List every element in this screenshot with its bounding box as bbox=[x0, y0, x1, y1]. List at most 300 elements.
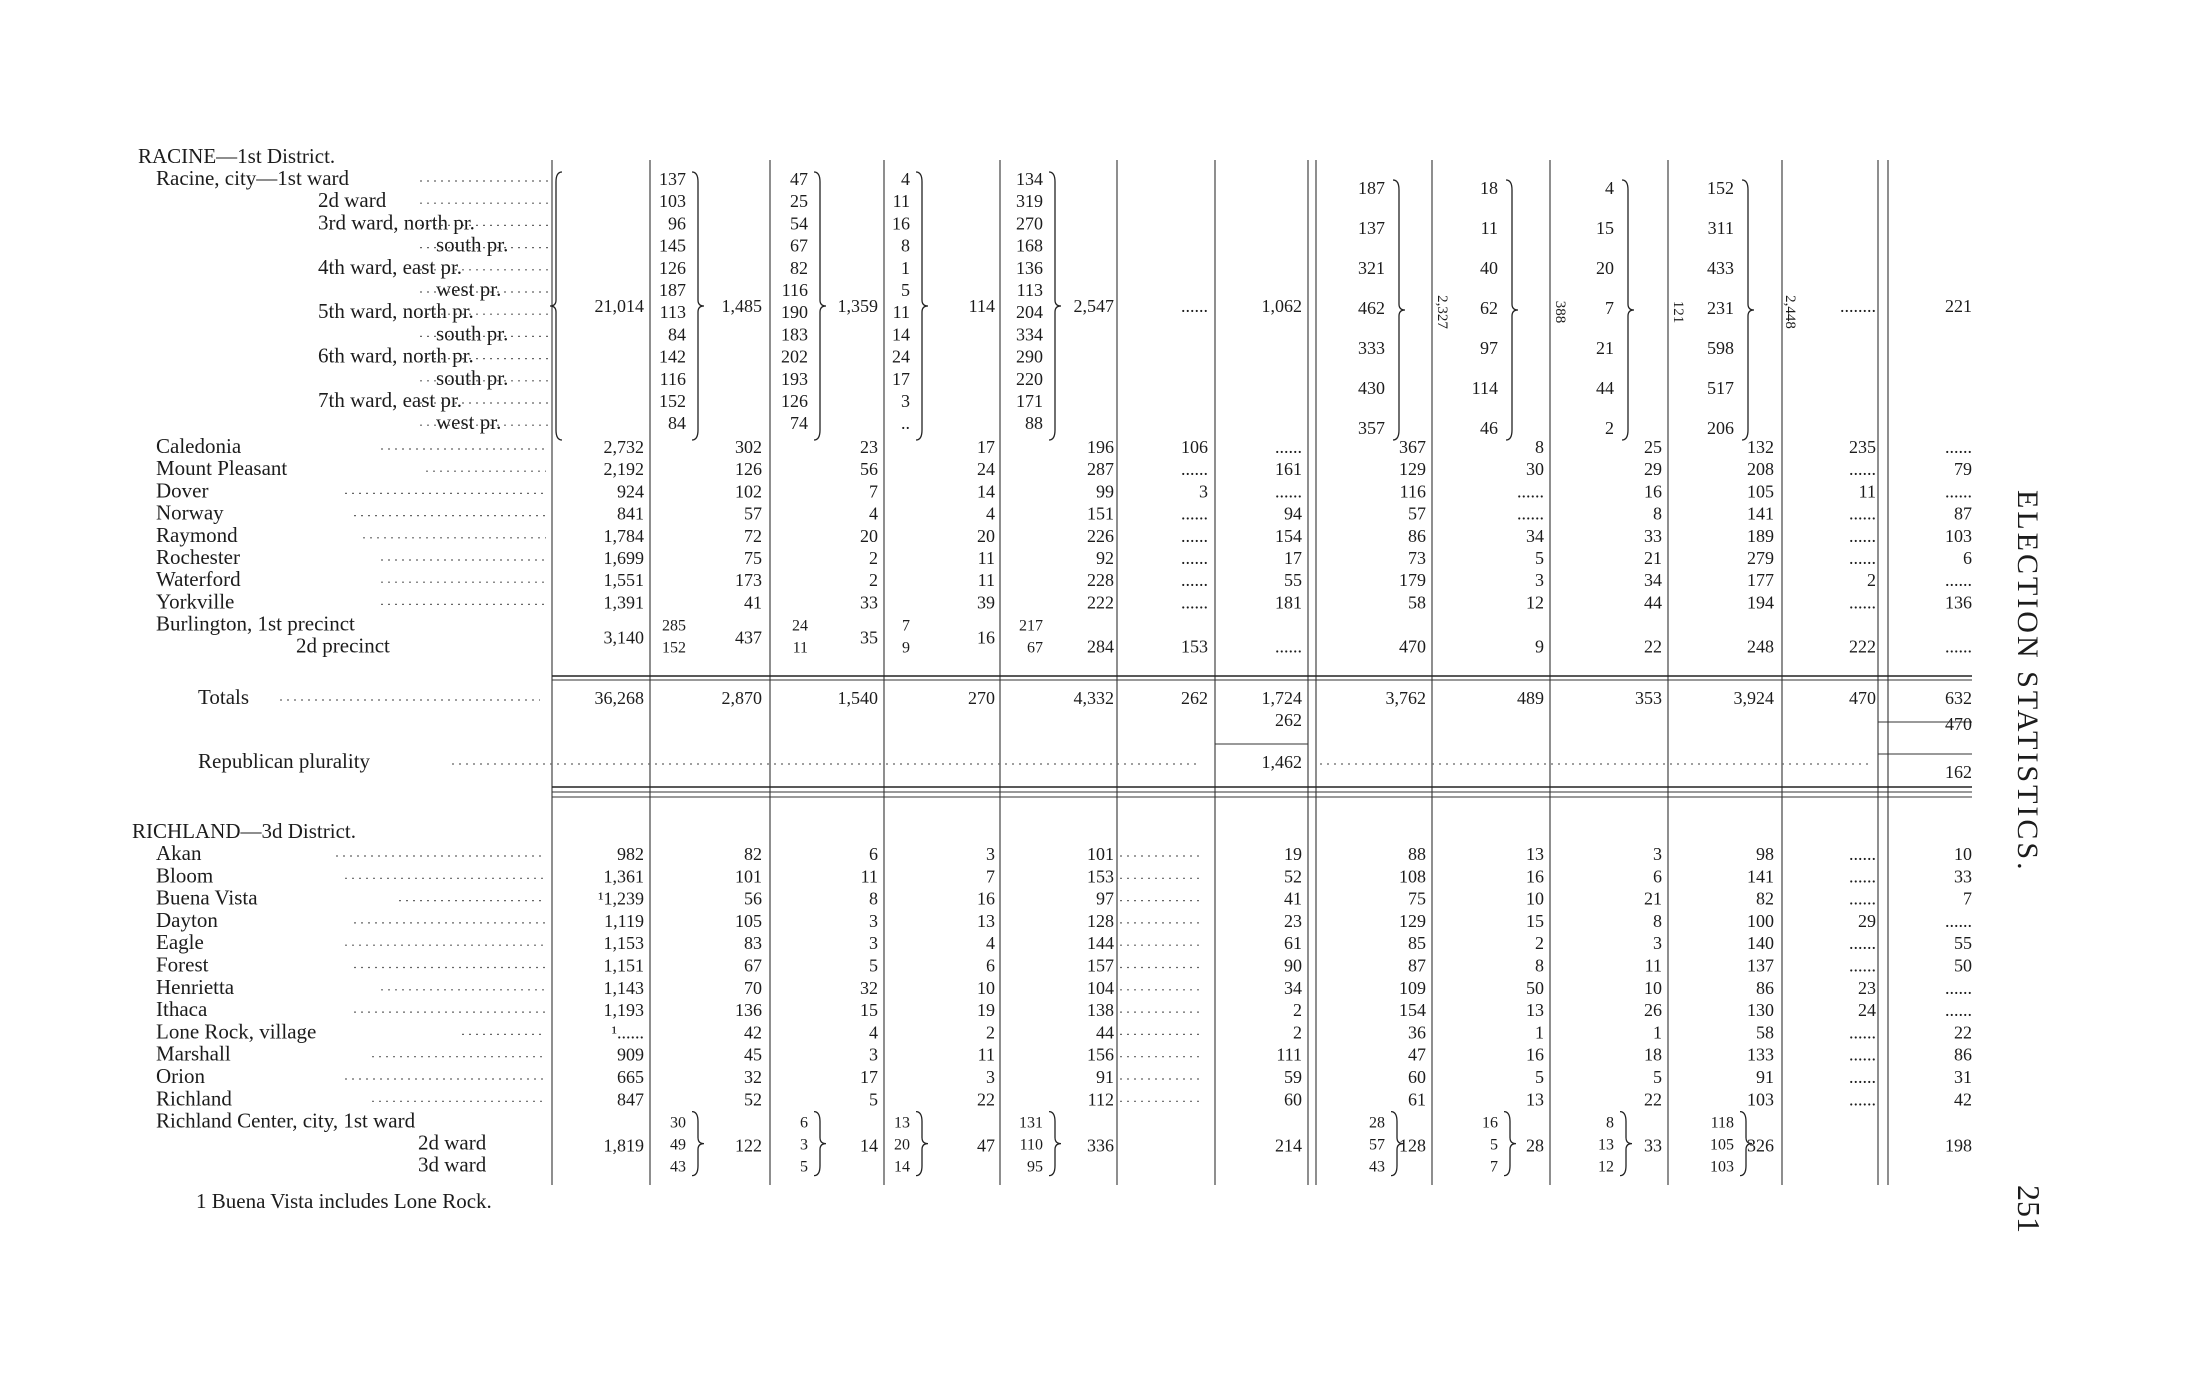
town-value: 11 bbox=[977, 548, 995, 568]
ward-value: 204 bbox=[1016, 302, 1043, 323]
town-value: 15 bbox=[860, 1000, 878, 1021]
town-value: 88 bbox=[1408, 844, 1426, 864]
ward-label: Racine, city—1st ward bbox=[156, 166, 350, 190]
ward-label: 3rd ward, north pr. bbox=[318, 210, 475, 235]
town-value: 1,119 bbox=[604, 910, 644, 931]
town-value: 61 bbox=[1408, 1089, 1426, 1110]
town-value: 52 bbox=[1284, 866, 1302, 887]
city-total: ........ bbox=[1840, 296, 1876, 316]
district-heading: RACINE—1st District. bbox=[138, 144, 336, 168]
ward-label: 5th ward, north pr. bbox=[318, 299, 474, 324]
ward-value: 84 bbox=[668, 324, 686, 345]
town-value: 101 bbox=[735, 866, 762, 887]
ward-label: west pr. bbox=[436, 277, 502, 301]
town-label: Forest bbox=[156, 952, 209, 977]
town-value: 7 bbox=[869, 481, 878, 502]
town-value: 3 bbox=[869, 1044, 878, 1065]
ward-value: 270 bbox=[1016, 213, 1043, 234]
ward-value: 113 bbox=[1016, 280, 1043, 300]
town-value: 5 bbox=[869, 1089, 878, 1110]
town-value: 105 bbox=[1747, 481, 1774, 502]
ward-value: 5 bbox=[901, 280, 910, 300]
total-value: 2,870 bbox=[721, 688, 762, 708]
town-value: 86 bbox=[1954, 1044, 1972, 1065]
ward-value: 62 bbox=[1480, 298, 1498, 318]
ward-total: 336 bbox=[1087, 1135, 1114, 1156]
ward-value: 54 bbox=[790, 213, 808, 234]
ward-brace bbox=[916, 172, 928, 440]
town-value: 1,784 bbox=[603, 525, 644, 546]
town-value: 99 bbox=[1096, 481, 1114, 502]
town-value: 8 bbox=[1535, 437, 1544, 457]
ward-brace bbox=[1506, 180, 1518, 440]
town-value: 1,391 bbox=[603, 592, 644, 613]
town-value: 22 bbox=[977, 1089, 995, 1110]
town-value: 19 bbox=[977, 1000, 995, 1021]
town-value: 6 bbox=[1963, 548, 1972, 568]
town-value: 3 bbox=[1653, 933, 1662, 954]
town-value: 1,699 bbox=[603, 548, 644, 568]
ward-value: 3 bbox=[901, 391, 910, 411]
town-value: 5 bbox=[1535, 548, 1544, 568]
plurality-value: 1,462 bbox=[1261, 752, 1302, 772]
town-value: 151 bbox=[1087, 503, 1114, 524]
town-value: 36 bbox=[1408, 1022, 1426, 1043]
town-value: 367 bbox=[1399, 437, 1426, 457]
town-value: 23 bbox=[1858, 977, 1876, 998]
ward-value: 311 bbox=[1707, 218, 1734, 238]
town-value: ...... bbox=[1849, 503, 1876, 524]
town-label: Richland bbox=[156, 1086, 232, 1111]
town-value: ...... bbox=[1849, 888, 1876, 909]
ward-brace bbox=[692, 172, 704, 440]
town-value: ...... bbox=[1945, 437, 1972, 457]
ward-value: 88 bbox=[1025, 413, 1043, 434]
town-value: 129 bbox=[1399, 910, 1426, 931]
town-value: 34 bbox=[1526, 525, 1544, 546]
town-value: 128 bbox=[1087, 910, 1114, 931]
town-value: 138 bbox=[1087, 1000, 1114, 1021]
ward-value: 43 bbox=[1369, 1158, 1385, 1176]
ward-value: 319 bbox=[1016, 191, 1043, 212]
town-value: 302 bbox=[735, 437, 762, 457]
town-value: 177 bbox=[1747, 570, 1774, 591]
town-value: 57 bbox=[744, 503, 762, 524]
ward-value: 11 bbox=[1480, 218, 1498, 238]
page-number: 251 bbox=[2011, 1185, 2047, 1233]
town-value: ...... bbox=[1849, 1022, 1876, 1043]
city-total: 221 bbox=[1945, 296, 1972, 316]
precinct-value: 217 bbox=[1019, 617, 1043, 635]
town-value: ...... bbox=[1517, 481, 1544, 502]
ward-total: 326 bbox=[1747, 1135, 1774, 1156]
town-value: 8 bbox=[869, 888, 878, 909]
ward-value: 171 bbox=[1016, 391, 1043, 411]
ward-value: 14 bbox=[892, 324, 910, 345]
town-value: 130 bbox=[1747, 1000, 1774, 1021]
ward-value: 220 bbox=[1016, 368, 1043, 389]
ward-value: 116 bbox=[659, 368, 686, 389]
ward-value: 433 bbox=[1707, 258, 1734, 278]
ward-value: 4 bbox=[1605, 178, 1614, 198]
city-total: 2,448 bbox=[1782, 295, 1798, 329]
town-value: 1,153 bbox=[603, 933, 644, 954]
ward-value: 357 bbox=[1358, 418, 1385, 438]
ward-brace bbox=[1049, 1112, 1061, 1176]
town-value: ...... bbox=[1945, 481, 1972, 502]
town-value: 10 bbox=[1644, 977, 1662, 998]
town-value: 2 bbox=[1867, 570, 1876, 591]
ward-total: 214 bbox=[1275, 1135, 1302, 1156]
town-value: 19 bbox=[1284, 844, 1302, 864]
town-value: 5 bbox=[869, 955, 878, 976]
ward-value: 44 bbox=[1596, 378, 1614, 398]
town-value: 287 bbox=[1087, 459, 1114, 480]
town-value: 2 bbox=[869, 548, 878, 568]
town-value: 108 bbox=[1399, 866, 1426, 887]
city-total: 1,485 bbox=[721, 296, 762, 316]
ward-value: 13 bbox=[1598, 1136, 1614, 1154]
total-value: 3,762 bbox=[1385, 688, 1426, 708]
town-value: 39 bbox=[977, 592, 995, 613]
town-value: 26 bbox=[1644, 1000, 1662, 1021]
precinct-value: 9 bbox=[1535, 636, 1544, 657]
town-value: 3 bbox=[986, 1067, 995, 1087]
ward-total: 47 bbox=[977, 1135, 995, 1156]
town-value: ...... bbox=[1945, 570, 1972, 591]
ward-value: 11 bbox=[892, 302, 910, 323]
ward-label: west pr. bbox=[436, 410, 502, 435]
town-value: 194 bbox=[1747, 592, 1774, 613]
town-value: 55 bbox=[1284, 570, 1302, 591]
town-label: Henrietta bbox=[156, 974, 235, 999]
ward-value: 97 bbox=[1480, 338, 1498, 358]
town-value: 1 bbox=[1535, 1022, 1544, 1043]
town-value: 17 bbox=[1284, 548, 1302, 568]
ward-brace bbox=[1049, 172, 1061, 440]
ward-label: 3d ward bbox=[418, 1152, 487, 1177]
ward-value: 462 bbox=[1358, 298, 1385, 318]
town-label: Caledonia bbox=[156, 434, 242, 458]
town-value: 87 bbox=[1954, 503, 1972, 524]
town-value: 23 bbox=[1284, 910, 1302, 931]
ward-value: 67 bbox=[790, 235, 808, 256]
town-value: 279 bbox=[1747, 548, 1774, 568]
ward-value: 13 bbox=[894, 1114, 910, 1132]
town-value: 60 bbox=[1284, 1089, 1302, 1110]
town-value: 181 bbox=[1275, 592, 1302, 613]
precinct-value: 470 bbox=[1399, 636, 1426, 657]
ward-value: 96 bbox=[668, 213, 686, 234]
town-value: 116 bbox=[1399, 481, 1426, 502]
town-value: 50 bbox=[1954, 955, 1972, 976]
precinct-value: 9 bbox=[902, 639, 910, 657]
town-value: 47 bbox=[1408, 1044, 1426, 1065]
total-value: 262 bbox=[1181, 688, 1208, 708]
town-value: 11 bbox=[977, 1044, 995, 1065]
town-value: 1,143 bbox=[603, 977, 644, 998]
ward-brace bbox=[1393, 180, 1405, 440]
town-value: 72 bbox=[744, 525, 762, 546]
ward-label: Richland Center, city, 1st ward bbox=[156, 1108, 416, 1133]
town-value: 57 bbox=[1408, 503, 1426, 524]
ward-value: 105 bbox=[1710, 1136, 1734, 1154]
town-value: 189 bbox=[1747, 525, 1774, 546]
ward-value: 4 bbox=[901, 169, 910, 189]
ward-value: 82 bbox=[790, 257, 808, 278]
ward-label: south pr. bbox=[436, 365, 509, 390]
town-value: 42 bbox=[1954, 1089, 1972, 1110]
town-value: 60 bbox=[1408, 1067, 1426, 1087]
town-value: 85 bbox=[1408, 933, 1426, 954]
precinct-value: 153 bbox=[1181, 636, 1208, 657]
town-value: 83 bbox=[744, 933, 762, 954]
ward-value: 202 bbox=[781, 346, 808, 367]
town-value: ...... bbox=[1849, 844, 1876, 864]
town-value: ...... bbox=[1849, 525, 1876, 546]
town-value: ...... bbox=[1849, 1067, 1876, 1087]
town-value: 33 bbox=[1644, 525, 1662, 546]
ward-value: 20 bbox=[894, 1136, 910, 1154]
town-value: 15 bbox=[1526, 910, 1544, 931]
ward-value: 187 bbox=[1358, 178, 1385, 198]
town-value: 132 bbox=[1747, 437, 1774, 457]
town-value: 13 bbox=[1526, 844, 1544, 864]
town-value: 24 bbox=[1858, 1000, 1876, 1021]
precinct-label: Burlington, 1st precinct bbox=[156, 611, 355, 636]
town-value: 11 bbox=[1644, 955, 1662, 976]
ward-value: 16 bbox=[892, 213, 910, 234]
ward-value: 30 bbox=[670, 1114, 686, 1132]
city-total: 2,547 bbox=[1073, 296, 1114, 316]
town-value: 228 bbox=[1087, 570, 1114, 591]
city-total: 1,062 bbox=[1261, 296, 1302, 316]
town-value: 32 bbox=[744, 1067, 762, 1087]
ward-label: 6th ward, north pr. bbox=[318, 343, 474, 368]
town-value: 103 bbox=[1945, 525, 1972, 546]
ward-value: 74 bbox=[790, 413, 808, 434]
ward-value: 152 bbox=[659, 391, 686, 411]
total-value: 470 bbox=[1945, 714, 1972, 734]
precinct-value: 11 bbox=[792, 639, 808, 657]
town-value: ...... bbox=[1945, 910, 1972, 931]
ward-value: 137 bbox=[1358, 218, 1385, 238]
town-value: 982 bbox=[617, 844, 644, 864]
town-value: 32 bbox=[860, 977, 878, 998]
precinct-label: 2d precinct bbox=[296, 633, 390, 658]
ward-value: 43 bbox=[670, 1158, 686, 1176]
total-value: 1,724 bbox=[1261, 688, 1302, 708]
ward-total: 33 bbox=[1644, 1135, 1662, 1156]
town-value: 13 bbox=[977, 910, 995, 931]
ward-value: 57 bbox=[1369, 1136, 1385, 1154]
page-header: ELECTION STATISTICS. bbox=[2011, 490, 2044, 873]
town-label: Yorkville bbox=[156, 589, 235, 614]
ward-value: 5 bbox=[1490, 1136, 1498, 1154]
town-value: 92 bbox=[1096, 548, 1114, 568]
town-value: 8 bbox=[1653, 503, 1662, 524]
ward-value: 321 bbox=[1358, 258, 1385, 278]
town-value: 3 bbox=[869, 933, 878, 954]
town-value: 156 bbox=[1087, 1044, 1114, 1065]
town-value: 2 bbox=[986, 1022, 995, 1043]
ward-value: 15 bbox=[1596, 218, 1614, 238]
town-value: 8 bbox=[1535, 955, 1544, 976]
town-value: 6 bbox=[869, 844, 878, 864]
town-value: 1 bbox=[1653, 1022, 1662, 1043]
town-label: Rochester bbox=[156, 545, 240, 569]
town-value: 90 bbox=[1284, 955, 1302, 976]
precinct-value: 22 bbox=[1644, 636, 1662, 657]
town-value: 42 bbox=[744, 1022, 762, 1043]
town-value: 137 bbox=[1747, 955, 1774, 976]
town-value: 154 bbox=[1399, 1000, 1426, 1021]
precinct-value: 248 bbox=[1747, 636, 1774, 657]
town-value: 161 bbox=[1275, 459, 1302, 480]
ward-value: 14 bbox=[894, 1158, 910, 1176]
ward-value: 40 bbox=[1480, 258, 1498, 278]
ward-value: 187 bbox=[659, 280, 686, 300]
town-value: 841 bbox=[617, 503, 644, 524]
ward-brace bbox=[1622, 180, 1634, 440]
precinct-value: 222 bbox=[1849, 636, 1876, 657]
town-value: 235 bbox=[1849, 437, 1876, 457]
ward-brace bbox=[814, 1112, 826, 1176]
town-value: 91 bbox=[1756, 1067, 1774, 1087]
ward-brace bbox=[692, 1112, 704, 1176]
town-value: 141 bbox=[1747, 503, 1774, 524]
town-label: Bloom bbox=[156, 863, 214, 888]
ward-value: 231 bbox=[1707, 298, 1734, 318]
town-value: 25 bbox=[1644, 437, 1662, 457]
total-value: 632 bbox=[1945, 688, 1972, 708]
ward-value: 16 bbox=[1482, 1114, 1498, 1132]
town-value: ¹1,239 bbox=[598, 888, 644, 909]
town-value: 17 bbox=[977, 437, 995, 457]
ward-value: 183 bbox=[781, 324, 808, 345]
ward-brace bbox=[1742, 180, 1754, 440]
town-value: 109 bbox=[1399, 977, 1426, 998]
town-value: 10 bbox=[977, 977, 995, 998]
ward-total: 128 bbox=[1399, 1135, 1426, 1156]
town-value: 1,551 bbox=[603, 570, 644, 591]
town-value: ...... bbox=[1181, 548, 1208, 568]
town-value: 16 bbox=[977, 888, 995, 909]
town-label: Eagle bbox=[156, 930, 204, 955]
town-label: Norway bbox=[156, 500, 224, 525]
town-value: 105 bbox=[735, 910, 762, 931]
town-value: 67 bbox=[744, 955, 762, 976]
town-label: Ithaca bbox=[156, 997, 208, 1022]
town-value: 56 bbox=[860, 459, 878, 480]
town-value: 196 bbox=[1087, 437, 1114, 457]
town-value: 140 bbox=[1747, 933, 1774, 954]
ward-value: 49 bbox=[670, 1136, 686, 1154]
town-value: 41 bbox=[744, 592, 762, 613]
town-value: 101 bbox=[1087, 844, 1114, 864]
ward-total: 14 bbox=[860, 1135, 878, 1156]
ward-value: 46 bbox=[1480, 418, 1498, 438]
town-value: 94 bbox=[1284, 503, 1302, 524]
town-label: Waterford bbox=[156, 567, 241, 592]
town-value: 2,192 bbox=[603, 459, 644, 480]
ward-value: 131 bbox=[1019, 1114, 1043, 1132]
ward-value: 2 bbox=[1605, 418, 1614, 438]
city-total: ...... bbox=[1181, 296, 1208, 316]
town-value: 924 bbox=[617, 481, 644, 502]
ward-brace bbox=[1504, 1112, 1516, 1176]
town-label: Mount Pleasant bbox=[156, 456, 288, 481]
town-value: 153 bbox=[1087, 866, 1114, 887]
ward-value: 17 bbox=[892, 368, 910, 389]
precinct-value: 437 bbox=[735, 627, 762, 648]
town-value: 8 bbox=[1653, 910, 1662, 931]
ward-value: 8 bbox=[1606, 1114, 1614, 1132]
town-value: 136 bbox=[735, 1000, 762, 1021]
town-value: 70 bbox=[744, 977, 762, 998]
total-value: 36,268 bbox=[594, 688, 644, 708]
town-value: 112 bbox=[1087, 1089, 1114, 1110]
town-value: 4 bbox=[869, 1022, 878, 1043]
town-value: ...... bbox=[1181, 459, 1208, 480]
town-value: 31 bbox=[1954, 1067, 1972, 1087]
town-value: 226 bbox=[1087, 525, 1114, 546]
town-value: 3 bbox=[986, 844, 995, 864]
town-value: 104 bbox=[1087, 977, 1114, 998]
ward-value: 95 bbox=[1027, 1158, 1043, 1176]
town-value: ...... bbox=[1181, 592, 1208, 613]
town-value: 1,193 bbox=[603, 1000, 644, 1021]
plurality-value: 162 bbox=[1945, 762, 1972, 782]
city-total: 388 bbox=[1552, 300, 1568, 324]
ward-value: 333 bbox=[1358, 338, 1385, 358]
precinct-value: 284 bbox=[1087, 636, 1114, 657]
town-value: 11 bbox=[977, 570, 995, 591]
city-total: 2,327 bbox=[1434, 295, 1450, 329]
town-value: ...... bbox=[1181, 570, 1208, 591]
ward-value: 12 bbox=[1598, 1158, 1614, 1176]
ward-value: 430 bbox=[1358, 378, 1385, 398]
town-value: 22 bbox=[1644, 1089, 1662, 1110]
ward-label: south pr. bbox=[436, 232, 509, 257]
town-value: ...... bbox=[1849, 1044, 1876, 1065]
town-value: 2 bbox=[1293, 1000, 1302, 1021]
footnote: 1 Buena Vista includes Lone Rock. bbox=[196, 1189, 492, 1213]
town-value: 22 bbox=[1954, 1022, 1972, 1043]
town-value: 52 bbox=[744, 1089, 762, 1110]
total-value: 1,540 bbox=[837, 688, 878, 708]
plurality-label: Republican plurality bbox=[198, 749, 371, 773]
total-value: 489 bbox=[1517, 688, 1544, 708]
ward-value: 290 bbox=[1016, 346, 1043, 367]
town-value: 29 bbox=[1858, 910, 1876, 931]
precinct-value: 67 bbox=[1027, 639, 1043, 657]
town-value: 2 bbox=[869, 570, 878, 591]
precinct-value: 3,140 bbox=[603, 627, 644, 648]
town-value: 4 bbox=[869, 503, 878, 524]
town-value: 21 bbox=[1644, 548, 1662, 568]
town-label: Lone Rock, village bbox=[156, 1019, 317, 1044]
town-value: 73 bbox=[1408, 548, 1426, 568]
town-value: 7 bbox=[1963, 888, 1972, 909]
town-value: 11 bbox=[860, 866, 878, 887]
town-value: 3 bbox=[869, 910, 878, 931]
ward-value: 137 bbox=[659, 169, 686, 189]
total-value: 353 bbox=[1635, 688, 1662, 708]
precinct-value: 16 bbox=[977, 627, 995, 648]
town-value: 2 bbox=[1535, 933, 1544, 954]
town-value: 16 bbox=[1526, 1044, 1544, 1065]
